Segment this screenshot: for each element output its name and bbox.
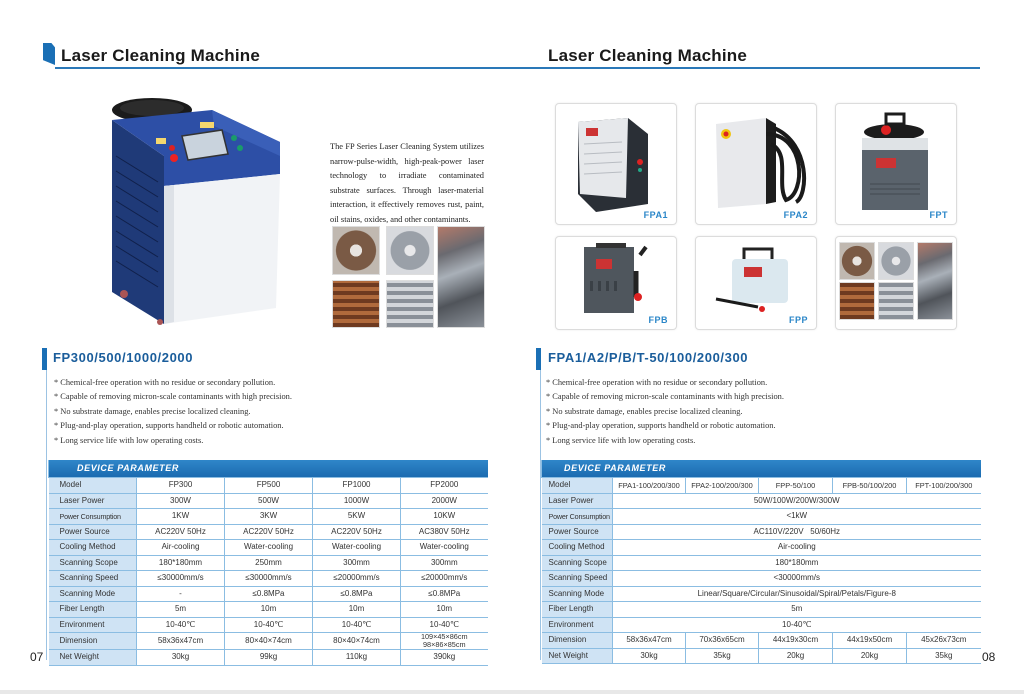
table-row xyxy=(49,650,488,666)
sample-clean-gear-image xyxy=(878,242,914,280)
cell: 99kg xyxy=(225,650,313,666)
cell xyxy=(401,633,488,650)
cell: 110kg xyxy=(313,650,401,666)
feature-list xyxy=(54,376,292,448)
cell-line: 98×86×85cm xyxy=(422,640,466,649)
table-row xyxy=(49,633,488,650)
table-row xyxy=(542,571,981,587)
device-parameter-table xyxy=(48,460,488,666)
cell: ≤0.8MPa xyxy=(225,586,313,602)
product-description: The FP Series Laser Cleaning System utilizes narrow-pulse-width, high-peak-power laser technology to irradiate contaminated substrate surfaces. Through laser-material interaction, it effectively removes rust, paint, oil stains, oxides, and other contaminants. xyxy=(330,142,484,224)
cell: AC220V 50Hz xyxy=(313,524,401,540)
cell: 5KW xyxy=(313,509,401,525)
cell: 10-40℃ xyxy=(225,617,313,633)
cell: 30kg xyxy=(137,650,225,666)
row-label: Fiber Length xyxy=(49,602,137,618)
table-row xyxy=(542,633,981,649)
title-accent-mark xyxy=(43,43,55,65)
product-card-fpb xyxy=(555,236,677,330)
product-image-fp-series xyxy=(104,96,284,328)
table-row xyxy=(542,524,981,540)
cell: 35kg xyxy=(686,648,759,664)
cell: 58x36x47cm xyxy=(137,633,225,650)
row-label: Cooling Method xyxy=(49,540,137,556)
table-row xyxy=(542,493,981,509)
table-row xyxy=(49,617,488,633)
sample-clean-mesh-image xyxy=(386,280,434,328)
row-label: Net Weight xyxy=(49,650,137,666)
fpa1-machine-image xyxy=(556,104,676,224)
cell: 2000W xyxy=(401,493,488,509)
row-label: Power Source xyxy=(49,524,137,540)
cell: FPA2-100/200/300 xyxy=(686,478,759,494)
row-label: Scanning Speed xyxy=(49,571,137,587)
cell: FPB-50/100/200 xyxy=(833,478,907,494)
row-label: Scanning Mode xyxy=(542,586,613,602)
cell: ≤0.8MPa xyxy=(401,586,488,602)
cell: FPT-100/200/300 xyxy=(907,478,981,494)
cell: 500W xyxy=(225,493,313,509)
cell: 45x26x73cm xyxy=(907,633,981,649)
card-label: FPP xyxy=(788,315,808,325)
sample-rusty-gear-image xyxy=(332,226,380,275)
cell: 300mm xyxy=(313,555,401,571)
cell: 10m xyxy=(225,602,313,618)
feature-item: * Long service life with low operating costs. xyxy=(54,435,204,445)
table-header: DEVICE PARAMETER xyxy=(542,460,981,478)
cell: Air-cooling xyxy=(137,540,225,556)
product-card-fpa2 xyxy=(695,103,817,225)
row-label: Scanning Scope xyxy=(49,555,137,571)
feature-item: * Chemical-free operation with no residue or secondary pollution. xyxy=(546,378,768,387)
cell: AC220V 50Hz xyxy=(225,524,313,540)
cell: Water-cooling xyxy=(225,540,313,556)
row-label: Laser Power xyxy=(542,493,613,509)
feature-item: * Long service life with low operating costs. xyxy=(546,435,696,445)
cell: Water-cooling xyxy=(313,540,401,556)
row-label: Dimension xyxy=(542,633,613,649)
cell: FPA1-100/200/300 xyxy=(613,478,686,494)
cell: 44x19x30cm xyxy=(759,633,833,649)
device-parameter-table xyxy=(541,460,981,664)
cell: 20kg xyxy=(759,648,833,664)
sample-rusty-mesh-image xyxy=(839,282,875,320)
row-label: Scanning Speed xyxy=(542,571,613,587)
cell: 10-40℃ xyxy=(401,617,488,633)
row-label: Laser Power xyxy=(49,493,137,509)
cell: 80×40×74cm xyxy=(313,633,401,650)
cell: <30000mm/s xyxy=(613,571,981,587)
cell: FP500 xyxy=(225,478,313,494)
table-row xyxy=(49,509,488,525)
row-label: Power Consumption xyxy=(542,509,613,525)
cell: 10-40℃ xyxy=(137,617,225,633)
sample-clean-mesh-image xyxy=(878,282,914,320)
product-card-fpa1 xyxy=(555,103,677,225)
table-row xyxy=(49,493,488,509)
cell: Linear/Square/Circular/Sinusoidal/Spiral/Petals/Figure-8 xyxy=(613,586,981,602)
series-accent-mark xyxy=(536,348,541,370)
cell: 5m xyxy=(137,602,225,618)
table-row xyxy=(49,540,488,556)
card-label: FPA1 xyxy=(643,210,668,220)
cell: 10m xyxy=(401,602,488,618)
feature-item: * Chemical-free operation with no residue or secondary pollution. xyxy=(54,378,276,387)
table-row xyxy=(542,540,981,556)
cell: 10KW xyxy=(401,509,488,525)
table-row xyxy=(542,478,981,494)
table-row xyxy=(49,555,488,571)
cell: 5m xyxy=(613,602,981,618)
cell: 35kg xyxy=(907,648,981,664)
cell: 180*180mm xyxy=(137,555,225,571)
feature-item: * Capable of removing micron-scale contaminants with high precision. xyxy=(54,392,292,402)
cell: 180*180mm xyxy=(613,555,981,571)
cell: <1kW xyxy=(613,509,981,525)
title-underline xyxy=(512,67,980,69)
cell: - xyxy=(137,586,225,602)
cell: AC380V 50Hz xyxy=(401,524,488,540)
page-title: Laser Cleaning Machine xyxy=(548,46,748,65)
cell: 10-40℃ xyxy=(313,617,401,633)
sample-mold-cleaning-image xyxy=(437,226,485,328)
cell: AC110V/220V 50/60Hz xyxy=(613,524,981,540)
page-title: Laser Cleaning Machine xyxy=(61,46,261,65)
row-label: Fiber Length xyxy=(542,602,613,618)
table-row xyxy=(542,509,981,525)
row-label: Net Weight xyxy=(542,648,613,664)
feature-item: * No substrate damage, enables precise localized cleaning. xyxy=(546,406,743,416)
cell: 30kg xyxy=(613,648,686,664)
sample-mold-cleaning-image xyxy=(917,242,953,320)
series-title: FP300/500/1000/2000 xyxy=(53,350,194,365)
cell: 1KW xyxy=(137,509,225,525)
table-header: DEVICE PARAMETER xyxy=(49,460,488,478)
table-row xyxy=(49,571,488,587)
cell: 250mm xyxy=(225,555,313,571)
table-row xyxy=(49,586,488,602)
table-row xyxy=(49,478,488,494)
cell: ≤20000mm/s xyxy=(401,571,488,587)
feature-item: * Plug-and-play operation, supports handheld or robotic automation. xyxy=(546,421,776,431)
table-row xyxy=(49,602,488,618)
cell: 80×40×74cm xyxy=(225,633,313,650)
cell: 70x36x65cm xyxy=(686,633,759,649)
right-page xyxy=(512,0,1024,694)
cell: 58x36x47cm xyxy=(613,633,686,649)
sample-clean-gear-image xyxy=(386,226,434,275)
cell: 10-40℃ xyxy=(613,617,981,633)
page-number: 07 xyxy=(30,650,44,664)
cell: 10m xyxy=(313,602,401,618)
cell: 50W/100W/200W/300W xyxy=(613,493,981,509)
cell: ≤0.8MPa xyxy=(313,586,401,602)
fpa2-machine-image xyxy=(696,104,816,224)
cell: ≤20000mm/s xyxy=(313,571,401,587)
series-guide-line xyxy=(46,370,47,660)
row-label: Environment xyxy=(542,617,613,633)
sample-rusty-mesh-image xyxy=(332,280,380,328)
table-row xyxy=(49,524,488,540)
row-label: Cooling Method xyxy=(542,540,613,556)
cell-line: 109×45×86cm xyxy=(420,632,468,641)
row-label: Power Source xyxy=(542,524,613,540)
feature-list xyxy=(546,376,784,448)
card-label: FPB xyxy=(648,315,668,325)
title-underline xyxy=(55,67,512,69)
cell: Water-cooling xyxy=(401,540,488,556)
card-label: FPT xyxy=(929,210,948,220)
row-label: Model xyxy=(542,478,613,494)
cell: ≤30000mm/s xyxy=(137,571,225,587)
page-bottom-edge xyxy=(0,690,1024,694)
row-label: Dimension xyxy=(49,633,137,650)
row-label: Scanning Scope xyxy=(542,555,613,571)
cell: 300W xyxy=(137,493,225,509)
cell: 20kg xyxy=(833,648,907,664)
series-accent-mark xyxy=(42,348,47,370)
row-label: Model xyxy=(49,478,137,494)
cell: 44x19x50cm xyxy=(833,633,907,649)
product-card-fpt xyxy=(835,103,957,225)
page-number: 08 xyxy=(982,650,996,664)
cell: 1000W xyxy=(313,493,401,509)
cell: Air-cooling xyxy=(613,540,981,556)
series-title: FPA1/A2/P/B/T-50/100/200/300 xyxy=(548,350,749,365)
cell: ≤30000mm/s xyxy=(225,571,313,587)
feature-item: * Capable of removing micron-scale contaminants with high precision. xyxy=(546,392,784,402)
cell: 390kg xyxy=(401,650,488,666)
feature-item: * No substrate damage, enables precise localized cleaning. xyxy=(54,406,251,416)
row-label: Power Consumption xyxy=(49,509,137,525)
table-row xyxy=(542,586,981,602)
table-row xyxy=(542,617,981,633)
feature-item: * Plug-and-play operation, supports handheld or robotic automation. xyxy=(54,421,284,431)
sample-images-card xyxy=(835,236,957,330)
cell: FP2000 xyxy=(401,478,488,494)
cell: 300mm xyxy=(401,555,488,571)
sample-rusty-gear-image xyxy=(839,242,875,280)
table-row xyxy=(542,602,981,618)
product-card-fpp xyxy=(695,236,817,330)
row-label: Environment xyxy=(49,617,137,633)
table-row xyxy=(542,555,981,571)
cell: AC220V 50Hz xyxy=(137,524,225,540)
cell: FPP-50/100 xyxy=(759,478,833,494)
cell: FP300 xyxy=(137,478,225,494)
cell: 3KW xyxy=(225,509,313,525)
table-row xyxy=(542,648,981,664)
card-label: FPA2 xyxy=(783,210,808,220)
row-label: Scanning Mode xyxy=(49,586,137,602)
fpt-machine-image xyxy=(836,104,956,224)
cell: FP1000 xyxy=(313,478,401,494)
